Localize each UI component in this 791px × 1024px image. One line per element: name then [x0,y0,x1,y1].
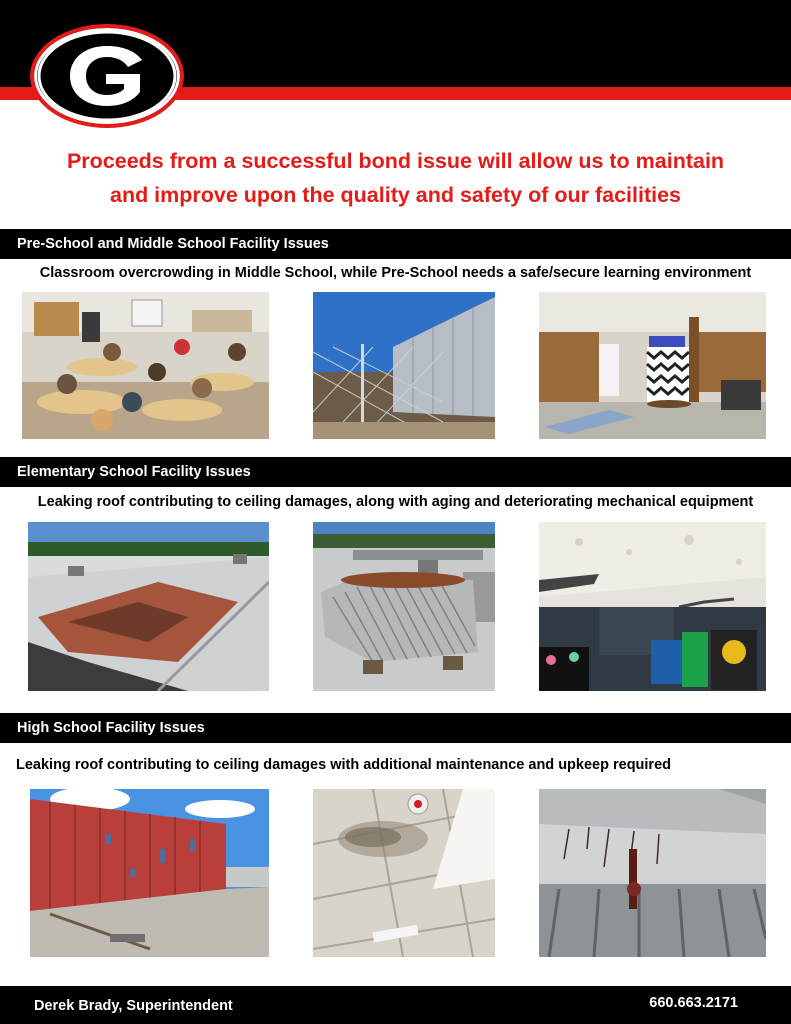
headline-line-1: Proceeds from a successful bond issue will allow us to maintain [66,149,725,173]
section-title-high-school: High School Facility Issues [0,713,791,743]
photo-damaged-metal-roof-seam [539,789,766,957]
section-title-elementary: Elementary School Facility Issues [0,457,791,487]
section-caption-preschool-middle: Classroom overcrowding in Middle School, while Pre-School needs a safe/secure learning environment [39,265,752,281]
headline-line-2: and improve upon the quality and safety of our facilities [109,183,682,207]
photo-chain-link-fence [313,292,495,439]
photo-red-metal-building [30,789,269,957]
superintendent-name: Derek Brady, Superintendent [34,998,233,1014]
photo-preschool-room [539,292,766,439]
headline [0,144,791,212]
section-caption-elementary: Leaking roof contributing to ceiling damages, along with aging and deteriorating mechanical equipment [37,494,754,510]
section-title-preschool-middle: Pre-School and Middle School Facility Issues [0,229,791,259]
footer-bar [0,986,791,1024]
contact-phone: 660.663.2171 [649,995,738,1011]
photo-crowded-classroom [22,292,269,439]
photo-classroom-ceiling-damage [539,522,766,691]
school-g-logo [30,24,184,128]
photo-stained-roof [28,522,269,691]
section-caption-high-school: Leaking roof contributing to ceiling damages with additional maintenance and upkeep required [16,757,671,773]
photo-rusted-hvac-unit [313,522,495,691]
photo-stained-ceiling-tiles [313,789,495,957]
